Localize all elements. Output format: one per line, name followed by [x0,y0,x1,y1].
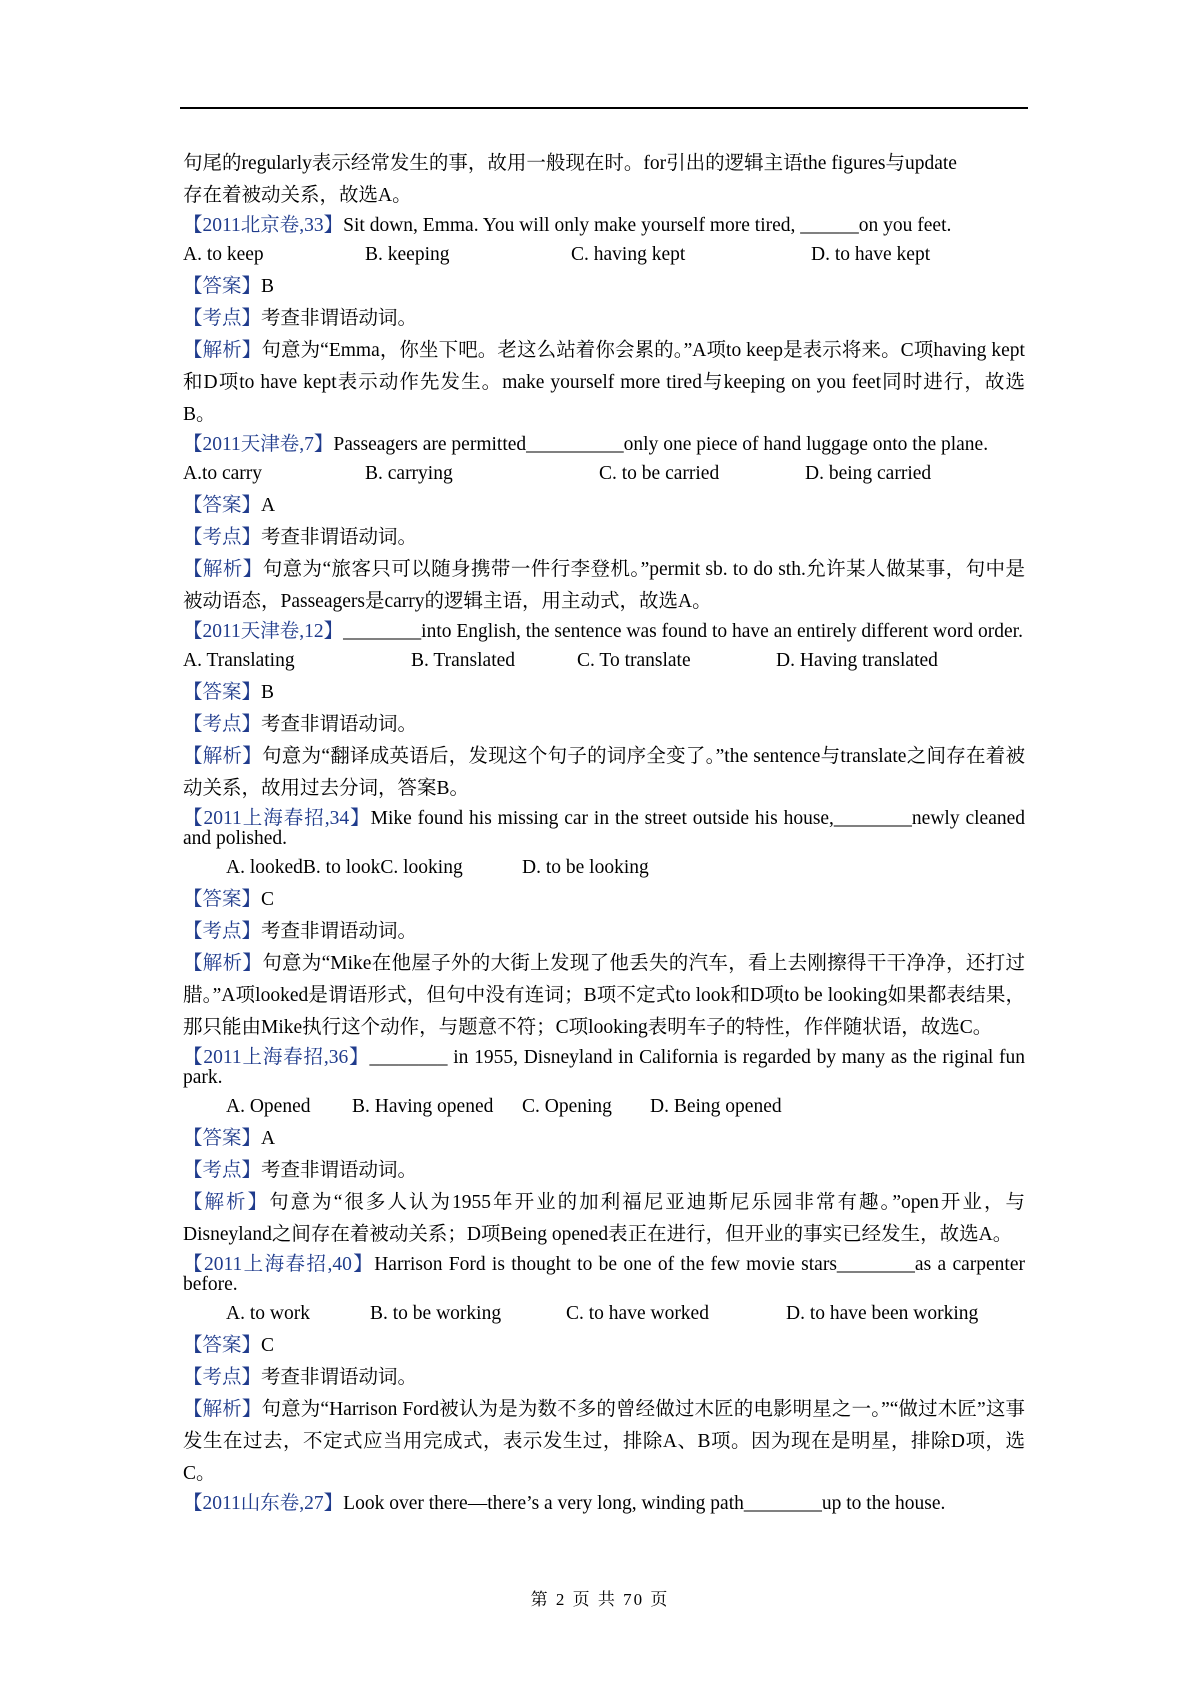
point-line [183,709,1025,741]
option-a: A. to keep [183,244,264,265]
analysis-text: 句意为“很多人认为1955年开业的加利福尼亚迪斯尼乐园非常有趣。”open开业，与Disneyland之间存在着被动关系；D项Being opened表正在进行，但开业的事实已经发生，故选A。 [183,1192,1025,1245]
question-stem-row [183,1255,1025,1295]
question-stem-row [183,1048,1025,1088]
page-body [183,148,1025,1517]
question-stem: Harrison Ford is thought to be one of the few movie stars________as a carpenter before. [183,1254,1025,1295]
analysis-text: 句意为“旅客只可以随身携带一件行李登机。”permit sb. to do sth.允许某人做某事，句中是被动语态，Passeagers是carry的逻辑主语，用主动式，故选A。 [183,559,1025,612]
option-d: D. to have been working [786,1303,979,1324]
answer-line [183,1123,1025,1155]
point-line [183,303,1025,335]
option-abc: A. lookedB. to lookC. looking [226,857,463,878]
question-source-tag: 【2011上海春招,40】 [183,1254,375,1275]
option-d: D. to have kept [811,244,931,265]
point-label: 【考点】 [183,1367,262,1388]
option-c: C. To translate [577,650,691,671]
option-a: A.to carry [183,463,263,484]
analysis-line [183,554,1025,618]
question-block [183,435,1025,618]
point-label: 【考点】 [183,921,262,942]
header-rule [180,107,1028,109]
option-a: A. to work [226,1303,310,1324]
question-source-tag: 【2011北京卷,33】 [183,215,344,236]
answer-value: B [261,276,275,297]
question-stem-row [183,622,1025,642]
options-row [183,852,1025,884]
option-d: D. Having translated [776,650,938,671]
answer-label: 【答案】 [183,495,262,516]
point-label: 【考点】 [183,308,262,329]
point-line [183,1362,1025,1394]
question-block [183,622,1025,805]
option-c: C. to be carried [599,463,720,484]
answer-label: 【答案】 [183,889,262,910]
analysis-line [183,335,1025,431]
option-b: B. Having opened [352,1096,494,1117]
options-row [183,458,1025,490]
point-line [183,1155,1025,1187]
answer-label: 【答案】 [183,1335,262,1356]
question-stem: Look over there—there’s a very long, winding path________up to the house. [343,1493,946,1514]
question-stem: Mike found his missing car in the street outside his house,________newly cleaned and polished. [183,808,1025,849]
answer-line [183,677,1025,709]
point-text: 考查非谓语动词。 [261,527,418,548]
question-block [183,1048,1025,1251]
intro-text [183,148,1025,212]
question-source-tag: 【2011上海春招,36】 [183,1047,370,1068]
option-b: B. carrying [365,463,453,484]
question-source-tag: 【2011天津卷,12】 [183,621,344,642]
question-source-tag: 【2011天津卷,7】 [183,434,334,455]
point-label: 【考点】 [183,714,262,735]
analysis-line [183,948,1025,1044]
question-source-tag: 【2011上海春招,34】 [183,808,371,829]
analysis-label: 【解析】 [183,1399,262,1420]
analysis-line [183,741,1025,805]
option-b: B. keeping [365,244,450,265]
question-stem: ________ in 1955, Disneyland in California is regarded by many as the riginal fun park. [183,1047,1025,1088]
answer-value: B [261,682,275,703]
answer-value: C [261,889,275,910]
option-c: C. having kept [571,244,686,265]
question-block [183,1494,1025,1514]
option-c: C. to have worked [566,1303,709,1324]
point-line [183,522,1025,554]
point-text: 考查非谓语动词。 [261,1160,418,1181]
answer-line [183,1330,1025,1362]
option-c: C. Opening [522,1096,612,1117]
answer-line [183,884,1025,916]
analysis-label: 【解析】 [183,746,263,767]
point-label: 【考点】 [183,1160,262,1181]
question-block [183,809,1025,1044]
options-row [183,645,1025,677]
answer-label: 【答案】 [183,1128,262,1149]
options-row [183,1298,1025,1330]
option-d: D. Being opened [650,1096,782,1117]
question-stem-row [183,1494,1025,1514]
page-footer: 第 2 页 共 70 页 [530,1590,670,1609]
point-text: 考查非谓语动词。 [261,1367,418,1388]
analysis-label: 【解析】 [183,559,263,580]
question-stem: Sit down, Emma. You will only make yourself more tired, ______on you feet. [343,215,952,236]
analysis-label: 【解析】 [183,340,262,361]
analysis-text: 句意为“Emma，你坐下吧。老这么站着你会累的。”A项to keep是表示将来。C项having kept和D项to have kept表示动作先发生。make yourself more tired与keeping on you feet同时进行，故选B。 [183,340,1025,425]
option-a: A. Opened [226,1096,311,1117]
question-source-tag: 【2011山东卷,27】 [183,1493,344,1514]
answer-value: A [261,1128,276,1149]
analysis-text: 句意为“Harrison Ford被认为是为数不多的曾经做过木匠的电影明星之一。”“做过木匠”这事发生在过去，不定式应当用完成式，表示发生过，排除A、B项。因为现在是明星，排除D项，选C。 [183,1399,1025,1484]
option-b: B. to be working [370,1303,502,1324]
analysis-text: 句意为“Mike在他屋子外的大街上发现了他丢失的汽车，看上去刚擦得干干净净，还打过腊。”A项looked是谓语形式，但句中没有连词；B项不定式to look和D项to be looking如果都表结果，那只能由Mike执行这个动作，与题意不符；C项looking表明车子的特性，作伴随状语，故选C。 [183,953,1025,1038]
option-d: D. being carried [805,463,932,484]
question-block [183,216,1025,431]
analysis-label: 【解析】 [183,1192,270,1213]
point-line [183,916,1025,948]
point-text: 考查非谓语动词。 [261,921,418,942]
analysis-line [183,1187,1025,1251]
point-label: 【考点】 [183,527,262,548]
options-row [183,239,1025,271]
point-text: 考查非谓语动词。 [261,308,418,329]
question-stem: Passeagers are permitted__________only one piece of hand luggage onto the plane. [333,434,989,455]
option-b: B. Translated [411,650,516,671]
analysis-line [183,1394,1025,1490]
answer-label: 【答案】 [183,682,262,703]
point-text: 考查非谓语动词。 [261,714,418,735]
analysis-label: 【解析】 [183,953,263,974]
analysis-text: 句意为“翻译成英语后，发现这个句子的词序全变了。”the sentence与translate之间存在着被动关系，故用过去分词，答案B。 [183,746,1025,799]
question-stem-row [183,809,1025,849]
option-a: A. Translating [183,650,295,671]
answer-value: C [261,1335,275,1356]
intro-line-1: 句尾的regularly表示经常发生的事，故用一般现在时。for引出的逻辑主语the figures与update [183,153,957,174]
answer-line [183,271,1025,303]
question-stem: ________into English, the sentence was found to have an entirely different word order. [343,621,1023,642]
intro-line-2: 存在着被动关系，故选A。 [183,185,412,206]
question-stem-row [183,216,1025,236]
options-row [183,1091,1025,1123]
answer-label: 【答案】 [183,276,262,297]
question-block [183,1255,1025,1490]
question-stem-row [183,435,1025,455]
option-d: D. to be looking [522,857,649,878]
answer-line [183,490,1025,522]
answer-value: A [261,495,276,516]
